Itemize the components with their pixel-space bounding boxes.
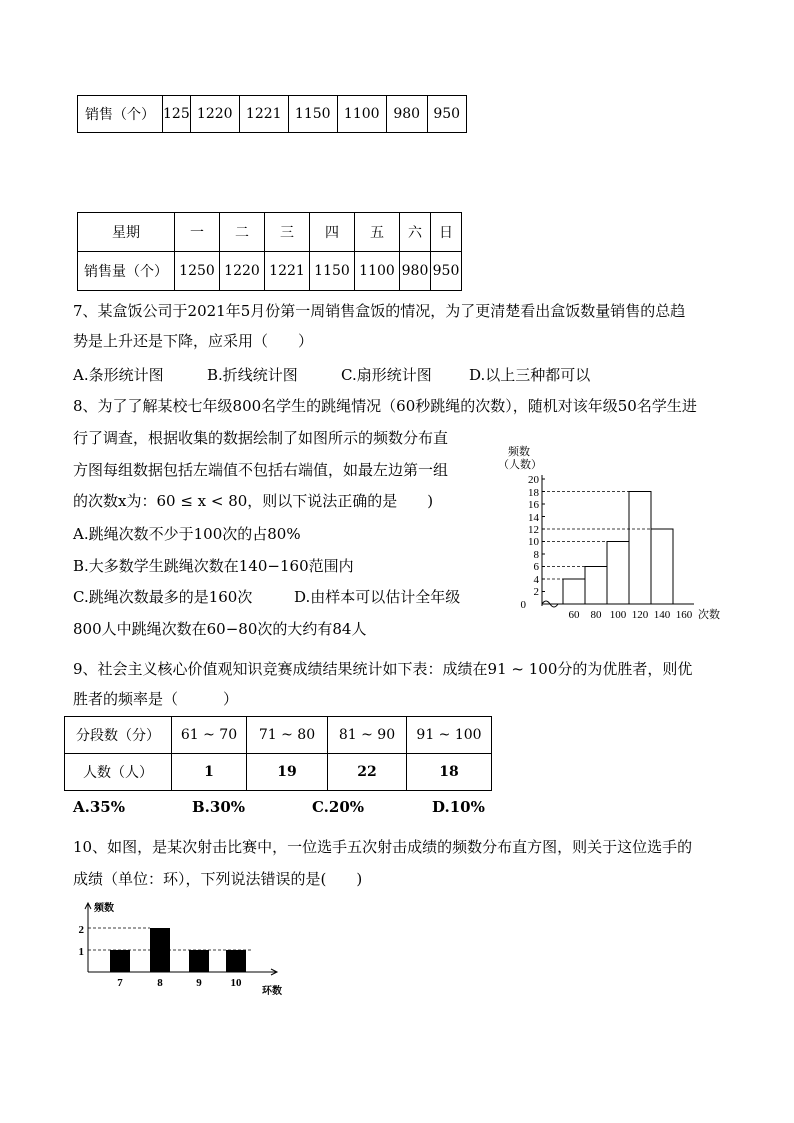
chart10-bar	[189, 950, 209, 972]
chart10-xtick: 8	[157, 977, 163, 989]
week-cell: 四	[310, 213, 355, 252]
chart8-ytick: 8	[533, 549, 539, 561]
q7-option-c[interactable]: C.扇形统计图	[341, 366, 432, 384]
week-cell: 六	[400, 213, 431, 252]
jump-rope-histogram	[490, 437, 730, 622]
chart8-ytick: 2	[533, 586, 539, 598]
chart8-xtick: 60	[568, 609, 580, 621]
week-cell: 1250	[175, 252, 220, 291]
chart10-bar	[226, 950, 246, 972]
q8-stem-line4: 的次数x为：60 ≤ x < 80，则以下说法正确的是 )	[73, 492, 434, 510]
score-cell: 61 ~ 70	[172, 717, 247, 754]
q8-option-d-line2[interactable]: 800人中跳绳次数在60−80次的大约有84人	[73, 620, 367, 638]
q10-stem-line2: 成绩（单位：环），下列说法错误的是( )	[73, 870, 363, 888]
week-cell: 二	[220, 213, 265, 252]
sales-cell: 980	[386, 96, 427, 133]
chart8-xtick-labels	[569, 609, 693, 621]
q7-option-a[interactable]: A.条形统计图	[73, 366, 164, 384]
week-cell: 950	[431, 252, 462, 291]
week-cell: 三	[265, 213, 310, 252]
chart8-ytick: 18	[528, 487, 539, 499]
chart8-bar	[563, 579, 585, 604]
q8-option-c[interactable]: C.跳绳次数最多的是160次	[73, 588, 253, 606]
chart10-xtick: 9	[196, 977, 202, 989]
chart10-ytick: 1	[78, 946, 84, 958]
score-header-cell: 人数（人）	[65, 754, 172, 791]
q8-stem-line2: 行了调查，根据收集的数据绘制了如图所示的频数分布直	[73, 429, 449, 447]
week-cell: 1220	[220, 252, 265, 291]
chart8-ytick: 12	[528, 524, 539, 536]
q9-option-c[interactable]: C.20%	[312, 798, 365, 816]
q10-stem-line1: 10、如图，是某次射击比赛中，一位选手五次射击成绩的频数分布直方图，则关于这位选手的	[73, 838, 693, 856]
chart8-ytick: 20	[528, 474, 539, 486]
week-cell: 980	[400, 252, 431, 291]
sales-cell: 125	[163, 96, 191, 133]
q9-stem-line1: 9、社会主义核心价值观知识竞赛成绩结果统计如下表：成绩在91 ~ 100分的为优胜者，则优	[73, 660, 693, 678]
chart8-xtick: 140	[653, 609, 671, 621]
chart10-xtick: 7	[117, 977, 123, 989]
q7-stem-line2: 势是上升还是下降，应采用（ ）	[73, 332, 314, 350]
chart8-ytick: 4	[533, 574, 539, 586]
chart8-bar	[585, 567, 607, 605]
q8-option-b[interactable]: B.大多数学生跳绳次数在140−160范围内	[73, 557, 354, 575]
chart8-bar	[607, 542, 629, 605]
week-header-cell: 星期	[78, 213, 175, 252]
chart8-xtick: 80	[590, 609, 602, 621]
q9-option-d[interactable]: D.10%	[432, 798, 485, 816]
q8-option-a[interactable]: A.跳绳次数不少于100次的占80%	[73, 525, 301, 543]
score-cell: 19	[247, 754, 328, 791]
q7-option-b[interactable]: B.折线统计图	[207, 366, 298, 384]
chart8-xtick: 100	[609, 609, 627, 621]
chart10-ylabel: 频数	[94, 903, 114, 914]
week-cell: 五	[355, 213, 400, 252]
chart10-ytick: 2	[78, 924, 84, 936]
chart8-ytick: 14	[528, 512, 539, 524]
sales-cell: 1100	[337, 96, 386, 133]
chart10-bar	[150, 928, 170, 972]
score-cell: 18	[407, 754, 492, 791]
chart8-ytick: 10	[528, 536, 539, 548]
week-cell: 日	[431, 213, 462, 252]
chart8-xtick: 120	[631, 609, 649, 621]
chart8-ylabel-line2: （人数）	[498, 459, 542, 471]
chart8-ytick: 16	[528, 499, 539, 511]
chart8-ytick: 0	[520, 599, 526, 611]
score-header-cell: 分段数（分）	[65, 717, 172, 754]
week-header-cell: 销售量（个）	[78, 252, 175, 291]
contest-score-table	[64, 716, 492, 791]
week-cell: 1100	[355, 252, 400, 291]
q9-stem-line2: 胜者的频率是（ ）	[73, 690, 239, 708]
score-cell: 81 ~ 90	[328, 717, 407, 754]
q8-stem-line3: 方图每组数据包括左端值不包括右端值，如最左边第一组	[73, 461, 449, 479]
chart10-bars	[88, 928, 252, 972]
sales-cell: 950	[427, 96, 466, 133]
chart8-bar	[629, 492, 651, 605]
week-cell: 1150	[310, 252, 355, 291]
q7-stem-line1: 7、某盒饭公司于2021年5月份第一周销售盒饭的情况，为了更清楚看出盒饭数量销售的总趋	[73, 302, 686, 320]
score-cell: 1	[172, 754, 247, 791]
chart8-ytick-labels	[521, 474, 540, 611]
q7-option-d[interactable]: D.以上三种都可以	[469, 366, 591, 384]
q9-option-a[interactable]: A.35%	[73, 798, 125, 816]
shooting-histogram	[72, 900, 292, 1000]
chart8-xtick: 160	[675, 609, 693, 621]
week-cell: 1221	[265, 252, 310, 291]
chart8-ylabel-line1: 频数	[508, 446, 530, 458]
q8-stem-line1: 8、为了了解某校七年级800名学生的跳绳情况（60秒跳绳的次数），随机对该年级50名学生进	[73, 397, 697, 415]
sales-table-partial	[77, 95, 467, 133]
sales-label-cell: 销售（个）	[78, 96, 163, 133]
chart10-xlabel: 环数	[262, 986, 282, 997]
chart8-bars	[542, 492, 673, 605]
q9-option-b[interactable]: B.30%	[192, 798, 246, 816]
weekly-sales-table	[77, 212, 462, 291]
q8-option-d-line1[interactable]: D.由样本可以估计全年级	[294, 588, 461, 606]
score-cell: 91 ~ 100	[407, 717, 492, 754]
score-cell: 71 ~ 80	[247, 717, 328, 754]
sales-cell: 1150	[288, 96, 337, 133]
sales-cell: 1220	[190, 96, 239, 133]
chart8-xlabel: 次数	[698, 609, 720, 621]
chart10-xtick: 10	[230, 977, 242, 989]
chart8-ytick: 6	[533, 561, 539, 573]
chart8-bar	[651, 529, 673, 604]
score-cell: 22	[328, 754, 407, 791]
chart10-bar	[110, 950, 130, 972]
week-cell: 一	[175, 213, 220, 252]
sales-cell: 1221	[239, 96, 288, 133]
